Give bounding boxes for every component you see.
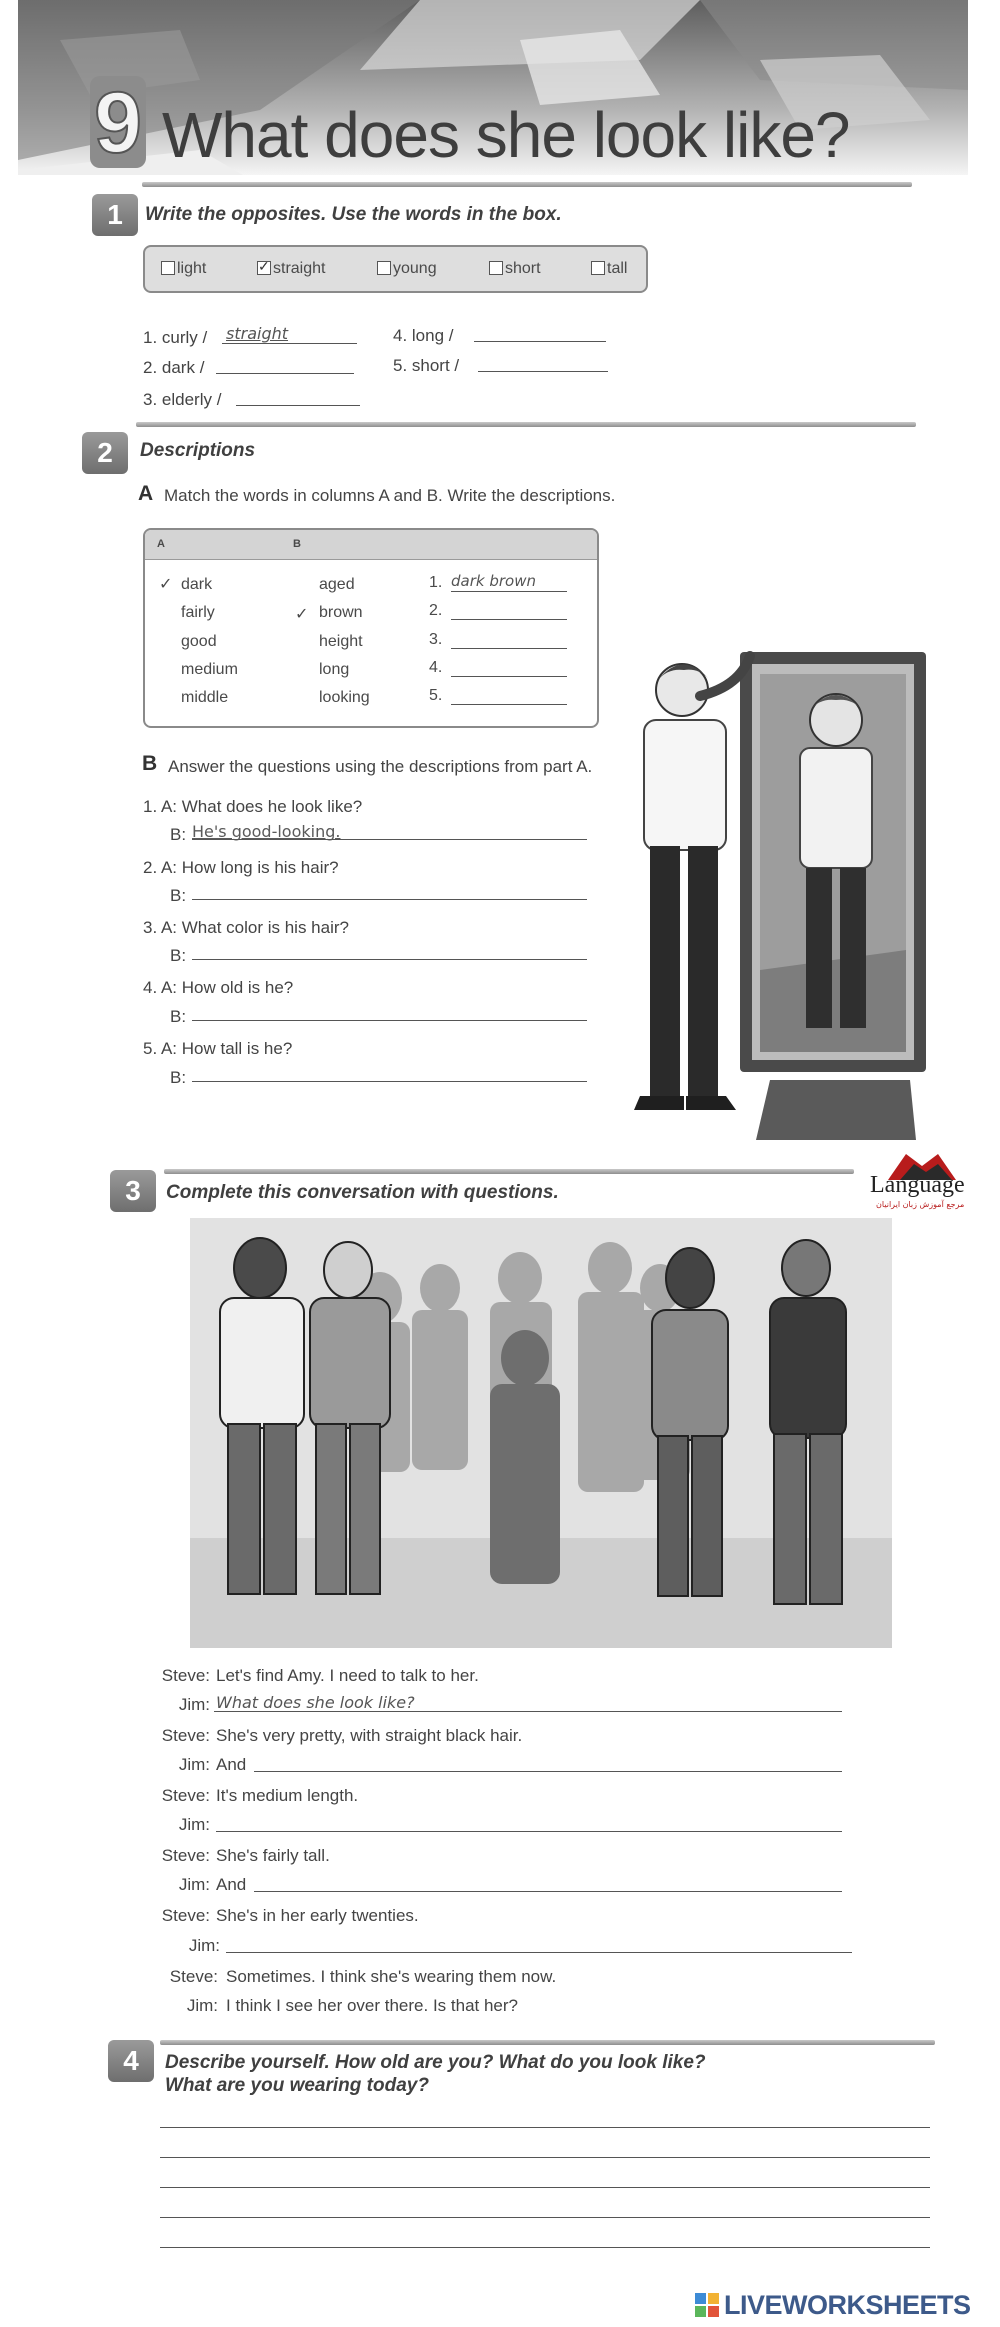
- section-3-badge: 3: [110, 1170, 156, 1212]
- section-2-rule: [136, 422, 916, 427]
- question: 5. A: How tall is he?: [143, 1039, 293, 1058]
- dialog-line: Sometimes. I think she's wearing them now.: [226, 1967, 557, 1986]
- word-option[interactable]: short: [489, 260, 541, 278]
- mirror-illustration: [600, 650, 940, 1150]
- part-a-instructions: Match the words in columns A and B. Write the descriptions.: [164, 486, 616, 505]
- word-option[interactable]: tall: [591, 260, 627, 278]
- liveworksheets-icon: [694, 2292, 720, 2318]
- dialog-line: Let's find Amy. I need to talk to her.: [216, 1666, 479, 1685]
- column-b-word: looking: [319, 689, 370, 706]
- section-4-subtitle: What are you wearing today?: [165, 2075, 429, 2096]
- b-label: B:: [170, 1007, 187, 1026]
- writing-line[interactable]: [160, 2156, 930, 2158]
- answer-number: 3.: [429, 631, 443, 648]
- dialog-line: She's in her early twenties.: [216, 1906, 419, 1925]
- answer-line[interactable]: [216, 1830, 842, 1832]
- speaker: Jim:: [178, 1755, 210, 1774]
- s1-item-prompt: 4. long /: [393, 326, 454, 345]
- answer-number: 5.: [429, 687, 443, 704]
- language-logo: [866, 1150, 978, 1214]
- checkbox-checked[interactable]: [257, 261, 271, 275]
- checkbox[interactable]: [161, 261, 175, 275]
- answer-line[interactable]: [192, 1080, 587, 1082]
- writing-line[interactable]: [160, 2186, 930, 2188]
- section-1-title: Write the opposites. Use the words in the box.: [145, 204, 562, 225]
- column-a-word: fairly: [181, 604, 215, 621]
- part-b-letter: B: [142, 752, 158, 775]
- s1-item-prompt: 3. elderly /: [143, 390, 222, 409]
- question: 2. A: How long is his hair?: [143, 858, 339, 877]
- section-3-title: Complete this conversation with questions.: [166, 1182, 559, 1203]
- word-option[interactable]: light: [161, 260, 206, 278]
- logo-tagline: مرجع آموزش زبان ایرانیان: [876, 1200, 965, 1209]
- answer-line: [214, 1710, 842, 1712]
- checkbox[interactable]: [377, 261, 391, 275]
- section-2-badge: 2: [82, 432, 128, 474]
- match-table: [143, 528, 599, 728]
- s1-item-prompt: 1. curly /: [143, 328, 208, 347]
- s1-item-prompt: 5. short /: [393, 356, 460, 375]
- writing-line[interactable]: [160, 2126, 930, 2128]
- question: 3. A: What color is his hair?: [143, 918, 349, 937]
- column-b-word: brown: [319, 604, 363, 621]
- answer-number: 4.: [429, 659, 443, 676]
- dialog-line: She's fairly tall.: [216, 1846, 330, 1865]
- unit-number-badge: [88, 72, 150, 172]
- section-4-rule: [160, 2040, 935, 2045]
- speaker: Steve:: [161, 1846, 210, 1865]
- logo-word: Language: [870, 1172, 965, 1198]
- unit-title: What does she look like?: [162, 99, 850, 171]
- column-a-word: dark: [181, 576, 213, 593]
- b-label: B:: [170, 1068, 187, 1087]
- s1-answer-line[interactable]: [216, 372, 354, 374]
- column-a-word: medium: [181, 661, 238, 678]
- match-table-header: [145, 530, 597, 560]
- s1-item-prompt: 2. dark /: [143, 358, 205, 377]
- column-a-header: A: [157, 538, 165, 550]
- word-option[interactable]: ✓ straight: [257, 260, 325, 278]
- part-b-instructions: Answer the questions using the descriptions from part A.: [168, 757, 593, 776]
- speaker: Steve:: [161, 1666, 210, 1685]
- speaker: Steve:: [161, 1786, 210, 1805]
- b-label: B:: [170, 946, 187, 965]
- section-1-badge: 1: [92, 194, 138, 236]
- answer-line[interactable]: [451, 675, 567, 677]
- speaker: Steve:: [161, 1906, 210, 1925]
- answer-number: 1.: [429, 574, 443, 591]
- answer-line[interactable]: [192, 958, 587, 960]
- speaker: Jim:: [178, 1875, 210, 1894]
- answer-line: [451, 590, 567, 592]
- section-4-badge: 4: [108, 2040, 154, 2082]
- writing-line[interactable]: [160, 2246, 930, 2248]
- s1-answer-line: [222, 342, 357, 344]
- crowd-illustration: [190, 1218, 892, 1648]
- section-2-title: Descriptions: [140, 440, 256, 461]
- dialog-line: I think I see her over there. Is that her?: [226, 1996, 518, 2015]
- checkbox[interactable]: [591, 261, 605, 275]
- dialog-line: She's very pretty, with straight black hair.: [216, 1726, 523, 1745]
- speaker: Jim:: [188, 1936, 220, 1955]
- answer-line[interactable]: [451, 618, 567, 620]
- b-label: B:: [170, 825, 187, 844]
- speaker: Jim:: [178, 1815, 210, 1834]
- answer-number: 2.: [429, 602, 443, 619]
- dialog-line: And: [216, 1875, 247, 1894]
- section-1-rule: [142, 182, 912, 187]
- column-b-word: aged: [319, 576, 355, 593]
- dialog-line: It's medium length.: [216, 1786, 359, 1805]
- b-label: B:: [170, 886, 187, 905]
- answer-line[interactable]: [254, 1770, 842, 1772]
- dialog-answer[interactable]: What does she look like?: [216, 1693, 415, 1712]
- question: 4. A: How old is he?: [143, 978, 294, 997]
- s1-answer-line[interactable]: [236, 404, 360, 406]
- liveworksheets-brand[interactable]: LIVEWORKSHEETS: [724, 2290, 971, 2320]
- s1-answer-line[interactable]: [474, 340, 606, 342]
- speaker: Jim:: [178, 1695, 210, 1714]
- speaker: Jim:: [186, 1996, 218, 2015]
- unit-number: 9: [94, 75, 142, 171]
- column-a-word: middle: [181, 689, 229, 706]
- dialog-line: And: [216, 1755, 247, 1774]
- question: 1. A: What does he look like?: [143, 797, 363, 816]
- answer-line[interactable]: [192, 1019, 587, 1021]
- s1-answer-line[interactable]: [478, 370, 608, 372]
- answer-text[interactable]: He's good-looking.: [192, 822, 341, 841]
- answer-1[interactable]: dark brown: [451, 572, 536, 590]
- speaker: Steve:: [161, 1726, 210, 1745]
- section-4-title: Describe yourself. How old are you? What do you look like?: [165, 2052, 706, 2073]
- word-box: [143, 245, 648, 293]
- speaker: Steve:: [169, 1967, 218, 1986]
- answer-line: [192, 838, 587, 840]
- answer-line[interactable]: [226, 1951, 852, 1953]
- check-mark: ✓: [295, 606, 309, 623]
- column-b-word: height: [319, 633, 363, 650]
- check-mark: ✓: [159, 576, 173, 593]
- answer-line[interactable]: [451, 647, 567, 649]
- checkbox[interactable]: [489, 261, 503, 275]
- section-3-rule: [164, 1169, 854, 1174]
- column-b-word: long: [319, 661, 350, 678]
- answer-line[interactable]: [254, 1890, 842, 1892]
- column-b-header: B: [293, 538, 301, 550]
- s1-item-answer[interactable]: straight: [226, 324, 289, 343]
- answer-line[interactable]: [192, 898, 587, 900]
- word-option[interactable]: young: [377, 260, 437, 278]
- writing-line[interactable]: [160, 2216, 930, 2218]
- column-a-word: good: [181, 633, 217, 650]
- part-a-letter: A: [138, 482, 154, 505]
- answer-line[interactable]: [451, 703, 567, 705]
